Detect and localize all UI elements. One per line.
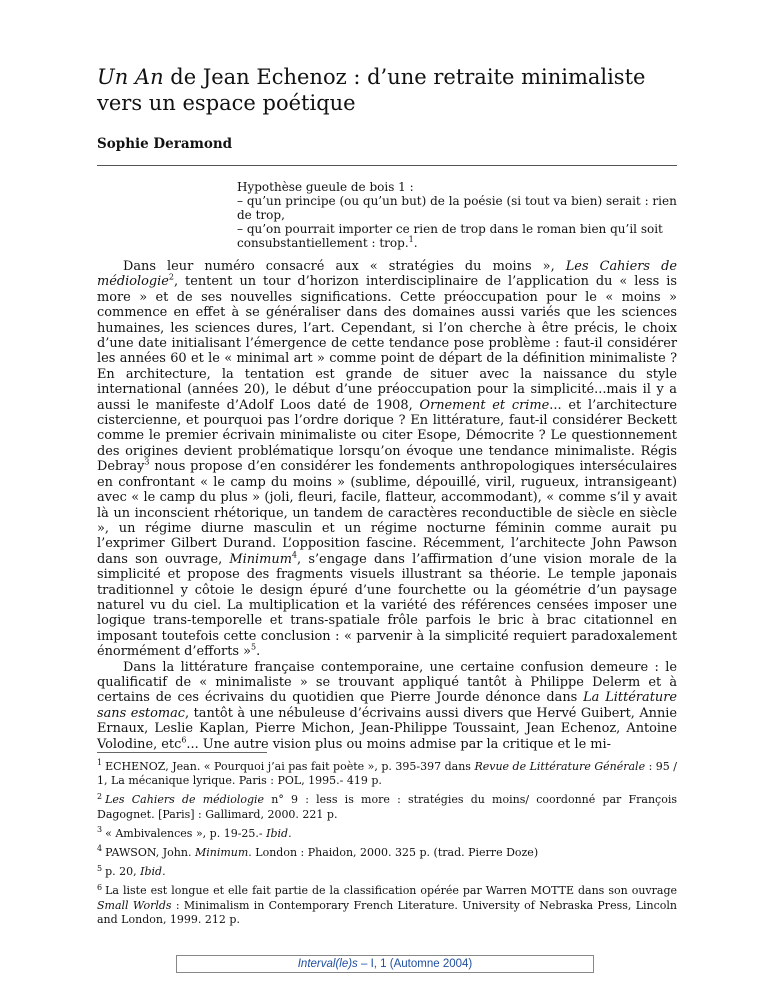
- text-run: p. 20,: [105, 865, 141, 879]
- footnote: [97, 827, 677, 841]
- footnote-divider: [97, 752, 267, 753]
- text-run: n° 9 : less is more : stratégies du moins/ coordonné par François Dagognet. [Paris] : Gallimard, 2000. 221 p.: [97, 793, 677, 821]
- footnote: [97, 760, 677, 788]
- footnote-ref[interactable]: 4: [291, 550, 298, 560]
- italic-run: Les Cahiers de médiologie: [97, 259, 677, 290]
- text-run: .: [256, 644, 261, 660]
- italic-run: Ibid.: [266, 826, 292, 840]
- body-paragraph: [97, 259, 677, 660]
- italic-run: Ornement et crime: [419, 397, 550, 413]
- text-run: Dans la littérature française contemporaine, une certaine confusion demeure : le qualificatif de « minimaliste » se trouvant appliqué tantôt à Philippe Delerm et à certains de ces écrivains du quotidien que Pierre Jourde dénonce dans: [97, 659, 677, 706]
- title-rest: de Jean Echenoz : d’une retraite minimaliste vers un espace poétique: [97, 65, 646, 115]
- text-run: nous propose d’en considérer les fondements anthropologiques interséculaires en confrontant « le camp du moins » (sublime, dépouillé, viril, rugueux, intransigeant) avec « le camp du plus » (joli, fleuri, facile, flatteur, accommodant), « comme s’il y avait là un inconscient rhétorique, un tandem de caractères reconductible de siècle en siècle », un régime diurne masculin et un régime nocturne féminin comme aurait pu l’exprimer Gilbert Durand. L’opposition fascine. Récemment, l’architecte John Pawson dans son ouvrage,: [97, 459, 677, 567]
- footnote-ref[interactable]: 2: [168, 273, 174, 283]
- author-name: Sophie Deramond: [97, 136, 233, 152]
- italic-run: Minimum: [229, 551, 292, 567]
- footnote-number: 6: [97, 882, 103, 892]
- italic-run: Revue de Littérature Générale: [474, 760, 646, 773]
- text-run: , tantôt à une nébuleuse d’écrivains aussi divers que Hervé Guibert, Annie Ernaux, Leslie Kaplan, Pierre Michon, Jean-Philippe Toussaint, Jean Echenoz, Antoine Volodine, etc: [97, 705, 677, 752]
- body-paragraph: [97, 660, 677, 752]
- text-run: London : Phaidon, 2000. 325 p. (trad. Pierre Doze): [251, 846, 539, 860]
- epigraph-line: – qu’un principe (ou qu’un but) de la poésie (si tout va bien) serait : rien de trop,: [237, 194, 677, 222]
- footnote: [97, 793, 677, 821]
- epigraph: [237, 180, 677, 250]
- text-run: , s’engage dans l’affirmation d’une vision morale de la simplicité et propose des fragments visuels illustrant sa théorie. Le temple japonais traditionnel y côtoie le design épuré d’une fourchette ou la géométrie d’un paysage naturel vu du ciel. La multiplication et la variété des références censées imposer une logique trans-temporelle et trans-spatiale frôle parfois le bric à brac citationnel en imposant toutefois cette conclusion : « parvenir à la simplicité requiert paradoxalement énormément d’efforts »: [97, 551, 677, 660]
- italic-run: Ibid.: [140, 865, 166, 879]
- epigraph-line: Hypothèse gueule de bois 1 :: [237, 180, 414, 194]
- text-run: , tentent un tour d’horizon interdisciplinaire de l’application du « less is more » et de ses nouvelles significations. Cette préoccupation pour le « moins » commence en effet à se généraliser dans des domaines aussi variés que les sciences humaines, les sciences dures, l’art. Cependant, si l’on cherche à être précis, le choix d’une date initialisant l’émergence de cette tendance pose problème : faut-il considérer les années 60 et le « minimal art » comme point de départ de la définition minimaliste ? En architecture, la tentation est grande de situer avec la naissance du style international (années 20), le début d’une préoccupation pour la simplicité...mais il y a aussi le manifeste d’Adolf Loos daté de 1908,: [97, 274, 677, 413]
- text-run: : 95 / 1, La mécanique lyrique. Paris : POL, 1995.- 419 p.: [97, 760, 678, 788]
- header-divider: [97, 165, 677, 166]
- title-italic: Un An: [97, 65, 164, 89]
- footer-journal: Interval(le)s: [297, 958, 358, 970]
- footnote: [97, 865, 677, 879]
- footnote-number: 2: [97, 791, 103, 801]
- text-run: PAWSON, John.: [105, 846, 195, 860]
- footnote-number: 1: [97, 758, 103, 768]
- italic-run: Les Cahiers de médiologie: [105, 793, 265, 807]
- epigraph-line-text: – qu’on pourrait importer ce rien de trop dans le roman bien qu’il soit consubstantiellement : trop.: [237, 222, 663, 250]
- footer-issue: – I, 1 (Automne 2004): [357, 958, 473, 970]
- page-footer: [176, 955, 594, 973]
- text-run: ... et l’architecture cistercienne, et pourquoi pas l’ordre dorique ? En littérature, faut-il considérer Beckett comme le premier écrivain minimaliste ou citer Esope, Démocrite ? Le questionnement des origines devient problématique lorsqu’on évoque une tendance minimaliste. Régis Debray: [97, 397, 678, 475]
- italic-run: La Littérature sans estomac: [97, 690, 678, 721]
- text-run: ECHENOZ, Jean. « Pourquoi j’ai pas fait poète », p. 395-397 dans: [105, 760, 475, 773]
- article-title: [97, 64, 677, 116]
- footnote-number: 3: [97, 825, 103, 835]
- footnote: [97, 884, 677, 927]
- body-text: [97, 259, 677, 752]
- text-run: La liste est longue et elle fait partie de la classification opérée par Warren MOTTE dans son ouvrage: [105, 884, 677, 898]
- footnote-ref[interactable]: 6: [181, 735, 187, 745]
- footnote-ref[interactable]: 1: [408, 235, 414, 244]
- text-run: Dans leur numéro consacré aux « stratégies du moins »,: [123, 259, 566, 274]
- footnote-ref[interactable]: 5: [250, 642, 257, 652]
- text-run: ... Une autre vision plus ou moins admise par la critique et le mi-: [186, 736, 611, 752]
- footnote-number: 4: [97, 844, 103, 854]
- italic-run: Small Worlds: [97, 898, 172, 912]
- text-run: : Minimalism in Contemporary French Literature. University of Nebraska Press, Lincoln and London, 1999. 212 p.: [97, 898, 677, 926]
- footnote-number: 5: [97, 863, 103, 873]
- epigraph-line: – qu’on pourrait importer ce rien de trop dans le roman bien qu’il soit consubstantiellement : trop.$^1$.: [237, 222, 663, 250]
- italic-run: Minimum.: [194, 846, 252, 860]
- footnote: [97, 846, 677, 860]
- footnote-ref[interactable]: 3: [144, 457, 150, 467]
- footnotes: [97, 760, 677, 932]
- text-run: « Ambivalences », p. 19-25.-: [105, 826, 267, 840]
